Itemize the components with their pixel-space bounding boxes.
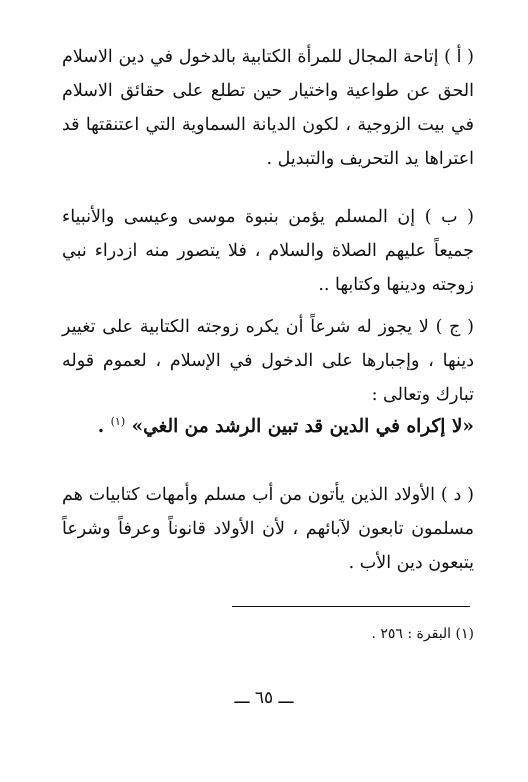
paragraph-b: ( ب ) إن المسلم يؤمن بنبوة موسى وعيسى والأنبياء جميعاً عليهم الصلاة والسلام ، فلا يتصور منه ازدراء نبي زوجته ودينها وكتابها ..	[62, 207, 474, 295]
verse-end-mark: .	[97, 416, 105, 438]
paragraph-d: ( د ) الأولاد الذين يأتون من أب مسلم وأمهات كتابيات هم مسلمون تابعون لآبائهم ، لأن الأولاد قانوناً وعرفاً وشرعاً يتبعون دين الأب .	[62, 485, 474, 573]
verse-text: «لا إكراه في الدين قد تبين الرشد من الغي»	[131, 416, 474, 438]
footnote-separator	[232, 606, 470, 607]
quran-verse	[62, 405, 474, 444]
paragraph-a: ( أ ) إتاحة المجال للمرأة الكتابية بالدخول في دين الاسلام الحق عن طواعية واختيار حين تطلع على حقائق الاسلام في بيت الزوجية ، لكون الديانة السماوية التي اعتنقتها قد اعتراها يد التحريف والتبديل .	[62, 47, 474, 169]
footnote: (١) البقرة : ٢٥٦ .	[371, 626, 474, 642]
page-number: ـــ ٦٥ ـــ	[234, 688, 294, 708]
footnote-reference[interactable]: (١)	[110, 415, 126, 428]
paragraph-c: ( ج ) لا يجوز له شرعاً أن يكره زوجته الكتابية على تغيير دينها ، وإجبارها على الدخول في الإسلام ، لعموم قوله تبارك وتعالى :	[62, 317, 474, 405]
